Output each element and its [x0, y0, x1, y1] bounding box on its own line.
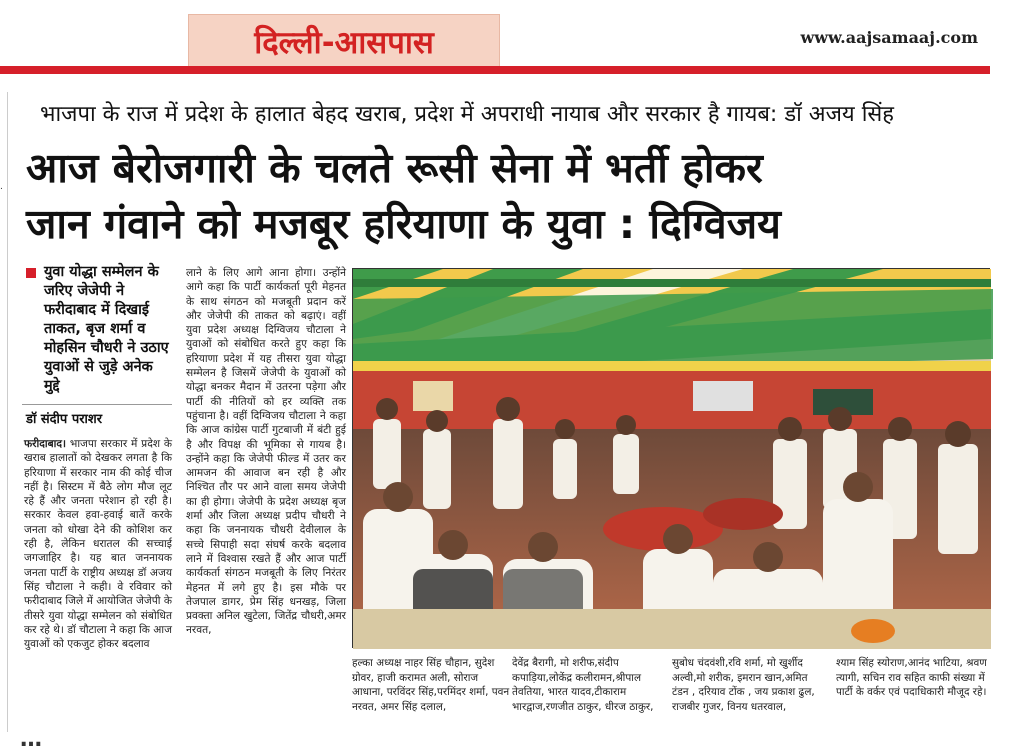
divider — [22, 404, 172, 405]
col2-body: लाने के लिए आगे आना होगा। उन्होंने आगे कहा कि पार्टी कार्यकर्ता पूरी मेहनत के साथ संगठन को मजबूती प्रदान करें और जेजेपी की ताकत को बढ़ाएं। वहीं युवा प्रदेश अध्यक्ष दिग्विजय चौटाला ने युवाओं को संबोधित करते हुए कहा कि हरियाणा प्रदेश में यह तीसरा युवा योद्धा सम्मेलन है जिसमें जेजेपी के युवाओं को योद्धा बनकर मैदान में उतरना पड़ेगा और पार्टी की नीतियों को हर व्यक्ति तक पहुंचाना है। वहीं दिग्विजय चौटाला ने कहा कि आज कांग्रेस पार्टी गुटबाजी में बंटी हुई है और विपक्ष की भूमिका से गायब है। उन्होंने कहा कि जेजेपी फील्ड में उतर कर आमजन की आवाज बन रही है और निश्चित तौर पर आने वाला समय जेजेपी का ही होगा। जेजेपी के प्रदेश अध्यक्ष बृज शर्मा और जिला अध्यक्ष प्रदीप चौधरी ने कहा कि जननायक चौधरी देवीलाल के सच्चे सिपाही सदा संघर्ष करके बदलाव लाने में विश्वास रखते हैं और आज पार्टी कार्यकर्ता संगठन मजबूती के लिए निरंतर मेहनत में लगे हुए है। इस मौके पर तेजपाल डागर, प्रेम सिंह धनखड़, जिला प्रवक्ता अनिल खुटेला, जितेंद्र चौधरी,अमर नरवत, — [186, 267, 346, 637]
section-label — [188, 14, 500, 70]
col1-body: भाजपा सरकार में प्रदेश के खराब हालातों को देखकर लगता है कि हरियाणा में सरकार नाम की कोई चीज नहीं है। सिस्टम में बैठे लोग मौज लूट रहे हैं और जनता परेशान हो रही है। सरकार केवल हवा-हवाई बातें करके जनता को धोखा देने की कोशिश कर रही है, लेकिन धरातल की सच्चाई जगजाहिर है। यह बात जननायक जनता पार्टी के राष्ट्रीय अध्यक्ष डॉ अजय सिंह चौटाला ने कही। वे रविवार को फरीदाबाद जिले में आयोजित जेजेपी के तीसरे युवा योद्धा सम्मेलन को संबोधित कर रहे थे। डॉ चौटाला ने कहा कि आज युवाओं को एकजुट होकर बदलाव — [24, 438, 172, 651]
headline — [26, 140, 996, 252]
article-column-1 — [22, 263, 172, 651]
adjacent-column-edge: . — [0, 92, 8, 732]
page-header — [0, 0, 1024, 78]
section-title: दिल्ली-आसपास — [254, 25, 434, 61]
header-rule — [0, 66, 990, 74]
byline: डॉ संदीप पराशर — [26, 412, 103, 427]
caption-part-3: सुबोध चंदवंशी,रवि शर्मा, मो खुर्शीद अल्वी,मो शरीक, इमरान खान,अमित टंडन , दरियाव टोंक , जय प्रकाश ढुल, राजबीर गुजर, विनय धतरवाल, — [672, 657, 815, 713]
dateline: फरीदाबाद। — [24, 438, 67, 450]
pull-quote — [22, 263, 172, 396]
site-url[interactable]: www.aajsamaaj.com — [800, 28, 978, 47]
article-column-2 — [186, 266, 346, 638]
square-bullet-icon — [26, 268, 36, 278]
caption-part-4: श्याम सिंह स्योराण,आनंद भाटिया, श्रवण त्यागी, सचिन राव सहित काफी संख्या में पार्टी के वर्कर एवं पदाधिकारी मौजूद रहे। — [836, 657, 987, 698]
kicker: भाजपा के राज में प्रदेश के हालात बेहद खराब, प्रदेश में अपराधी नायाब और सरकार है गायब: डॉ अजय सिंह — [40, 102, 894, 127]
event-photo-icon — [353, 269, 991, 649]
caption-part-1: हल्का अध्यक्ष नाहर सिंह चौहान, सुदेश ग्रोवर, हाजी करामत अली, सोराज आधाना, परविंदर सिंह,परमिंदर शर्मा, पवन नरवत, अमर सिंह दलाल, — [352, 657, 510, 713]
pull-quote-text: युवा योद्धा सम्मेलन के जरिए जेजेपी ने फरीदाबाद में दिखाई ताकत, बृज शर्मा व मोहसिन चौधरी ने उठाए युवाओं से जुड़े अनेक मुद्दे — [44, 264, 169, 394]
body-text — [22, 437, 172, 651]
caption-part-2: देवेंद्र बैरागी, मो शरीफ,संदीप कपाड़िया,लोकेंद्र कलीरामन,श्रीपाल तेवतिया, भारत यादव,टीकाराम भारद्वाज,रणजीत ठाकुर, धीरज ठाकुर, — [512, 657, 654, 713]
headline-line-1: आज बेरोजगारी के चलते रूसी सेना में भर्ती होकर — [26, 144, 763, 192]
event-photo — [352, 268, 990, 648]
headline-line-2: जान गंवाने को मजबूर हरियाणा के युवा : दिग्विजय — [26, 200, 781, 248]
next-article-edge: … — [20, 727, 48, 752]
